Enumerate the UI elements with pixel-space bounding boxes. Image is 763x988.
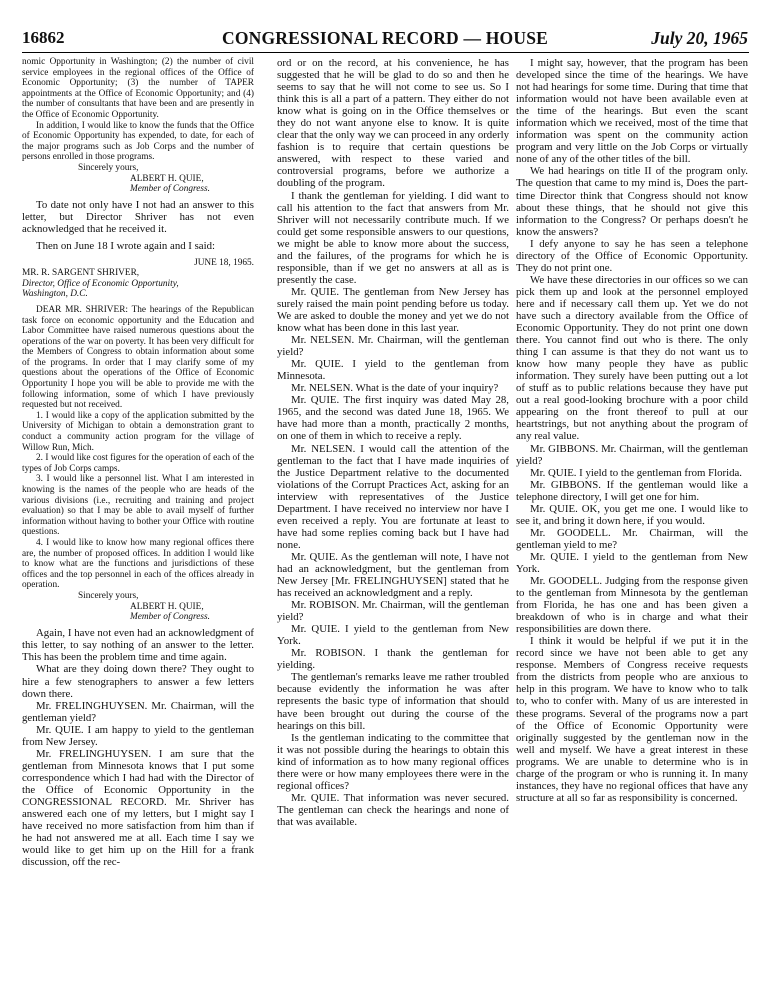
letter-2 <box>22 258 254 623</box>
paragraph: Then on June 18 I wrote again and I said: <box>36 240 215 253</box>
signature-name: ALBERT H. QUIE, <box>130 173 204 184</box>
paragraph: Mr. QUIE. The first inquiry was dated May 28, 1965, and the second was dated June 18, 1965. We have had more than a month, practically 2 months, on one of them in which to receive a reply. <box>277 394 509 443</box>
letter-address: MR. R. SARGENT SHRIVER, <box>22 268 140 279</box>
paragraph: Mr. QUIE. As the gentleman will note, I have not had an acknowledgment, but the gentleman from New Jersey [Mr. FRELINGHUYSEN] stated that he has received an acknowledgment and a reply. <box>277 550 509 600</box>
paragraph: We had hearings on title II of the program only. The question that came to my mind is, Does the part-time Director think that Congress should not know about these things, that he should not give this information to the Congress? Or perhaps doesn't he know the answers? <box>516 165 748 238</box>
paragraph: Mr. NELSEN. What is the date of your inquiry? <box>291 382 499 395</box>
paragraph: I defy anyone to say he has seen a telephone directory of the Office of Economic Opportunity. They do not print one. <box>516 237 748 274</box>
paragraph: ord or on the record, at his convenience, he has suggested that he will be glad to do so and then he seems to say that he will not come to see us. So I think this is all a part of a pattern. They either do not know what is going on in the Office themselves or they do not want anyone else to know. It is quite clear that the only way we can proceed in any orderly fashion is to require that certain questions be answered, with respect to these varied and controversial programs, before we authorize a doubling of the program. <box>277 57 509 190</box>
signature-title: Member of Congress. <box>130 183 210 194</box>
letter-closing: Sincerely yours, <box>78 162 139 173</box>
paragraph: Mr. ROBISON. Mr. Chairman, will the gentleman yield? <box>277 599 509 624</box>
paragraph: I think it would be helpful if we put it in the record since we have not been able to get any response. Members of Congress receive requests from the districts from people who are anxious to help in this program. We have to know who to talk to, who to confer with. Many of us are interested in these programs. Several of the programs now a part of the Office of Economic Opportunity were originally suggested by the gentleman now in the well and myself. We have a great interest in these programs. We are unable to determine who is in charge of the program or who is running it. In many instances, they have no regional offices that have any structure at all so far as responsibility is concerned. <box>516 635 748 804</box>
letter-paragraph: DEAR MR. SHRIVER: The hearings of the Republican task force on economic opportunity and the Education and Labor Committee have raised numerous questions about the operations of the war on poverty. It has been very difficult for the Members of Congress to obtain information about some of the programs. In order that I may clarify some of my questions about the operations of the Office of Economic Opportunity I hope you will be able to provide me with the following information, some of which I have previously requested but not received. <box>22 304 254 411</box>
paragraph: Mr. GOODELL. Mr. Chairman, will the gentleman yield to me? <box>516 526 748 551</box>
letter-1-excerpt <box>22 57 254 194</box>
letter-paragraph: In addition, I would like to know the funds that the Office of Economic Opportunity has expended, to date, for each of the major programs such as Job Corps and the number of persons enrolled in those programs. <box>22 120 254 163</box>
paragraph: To date not only have I not had an answer to this letter, but Director Shriver has not even acknowledged that he received it. <box>22 199 254 236</box>
letter-closing: Sincerely yours, <box>78 590 139 601</box>
letter-paragraph: 2. I would like cost figures for the operation of each of the types of Job Corps camps. <box>22 453 254 474</box>
paragraph: Mr. QUIE. The gentleman from New Jersey has surely raised the main point pending before us today. We are asked to double the money and yet we do not know what has been done in this last year. <box>277 285 509 335</box>
paragraph: Mr. QUIE. I yield to the gentleman from New York. <box>277 623 509 648</box>
paragraph: Mr. FRELINGHUYSEN. Mr. Chairman, will the gentleman yield? <box>22 699 254 724</box>
letter-paragraph: 4. I would like to know how many regional offices there are, the number of proposed offices. In addition I would like to know what are the functions and jurisdictions of these offices and the top personnel in each of the offices already in operation. <box>22 537 254 591</box>
publication-date: July 20, 1965 <box>651 28 748 48</box>
paragraph: Mr. FRELINGHUYSEN. I am sure that the gentleman from Minnesota knows that I put some correspondence which I had had with the Director of the Office of Economic Opportunity in the CONGRESSIONAL RECORD. Mr. Shriver has answered each one of my letters, but I might say I have received no more satisfaction from him than if he had not answered me at all. Each time I say we would like to get him up on the Hill for a frank discussion, off the rec- <box>22 747 254 869</box>
paragraph: What are they doing down there? They ought to hire a few stenographers to answer a few letters down there. <box>22 663 254 700</box>
letter-paragraph: 3. I would like a personnel list. What I am interested in knowing is the names of the people who are heads of the various divisions (i.e., recruiting and training and project evaluation) so that I may be able to avail myself of further information without having to bother your Office with routine questions. <box>22 474 254 538</box>
paragraph: We have these directories in our offices so we can pick them up and look at the personnel employed here and if necessary call them up. Yet we do not have such a directory available from the Office of Economic Opportunity. They do not print one down there. You cannot find out who is there. The only thing I can assume is that they do not want us to know how many people they have as public information. They surely have been putting out a lot of stuff as to public relations because they have put out a real good-looking brochure with a poor child appearing on the front thereof to pull at our heartstrings, but not anything about the program of any real value. <box>516 273 748 443</box>
paragraph: Mr. GIBBONS. Mr. Chairman, will the gentleman yield? <box>516 442 748 467</box>
signature-name: ALBERT H. QUIE, <box>130 601 204 612</box>
letter-address: Director, Office of Economic Opportunity, <box>22 278 179 289</box>
paragraph: Mr. QUIE. I am happy to yield to the gentleman from New Jersey. <box>22 723 254 748</box>
paragraph: Mr. QUIE. I yield to the gentleman from New York. <box>516 550 748 575</box>
paragraph: Mr. QUIE. That information was never secured. The gentleman can check the hearings and none of that was available. <box>277 791 509 828</box>
paragraph: Mr. NELSEN. I would call the attention of the gentleman to the fact that I have made inquiries of the Justice Department relative to the documented violations of the Corrupt Practices Act, asking for an interview with representatives of the Justice Department. I have received no interview nor have I even received a reply. You are fortunate at least to have had some replies coming back but I have had none. <box>277 442 509 551</box>
column-2 <box>277 57 509 828</box>
paragraph: Mr. GIBBONS. If the gentleman would like a telephone directory, I will get one for him. <box>516 478 748 503</box>
paragraph: Is the gentleman indicating to the committee that it was not possible during the hearings to obtain this kind of information as to how many regional offices there were or how many employees there were in the regional offices? <box>277 731 509 792</box>
paragraph: Mr. QUIE. I yield to the gentleman from Florida. <box>530 466 742 479</box>
letter-paragraph: 1. I would like a copy of the application submitted by the University of Michigan to obtain a demonstration grant to conduct a community action program for the village of Willow Run, Mich. <box>22 410 254 453</box>
paragraph: I thank the gentleman for yielding. I did want to call his attention to the fact that answers from Mr. Shriver will not necessarily contribute much. If we could get some responsible answers to our questions, we might be able to know more about the success, and the failures, of the programs for which he is responsible, than if we get no answers at all as is presently the case. <box>277 189 509 286</box>
page-number: 16862 <box>22 28 65 47</box>
paragraph: Again, I have not even had an acknowledgment of this letter, to say nothing of an answer to the letter. This has been the problem time and time again. <box>22 627 254 664</box>
paragraph: The gentleman's remarks leave me rather troubled because evidently the information he was after represents the basic type of information that should have been brought out during the course of the hearings on this bill. <box>277 671 509 732</box>
signature-title: Member of Congress. <box>130 611 210 622</box>
paragraph: Mr. QUIE. I yield to the gentleman from Minnesota. <box>277 358 509 383</box>
page-header <box>22 28 748 54</box>
column-3 <box>516 57 748 804</box>
header-rule <box>22 52 749 53</box>
letter-paragraph: nomic Opportunity in Washington; (2) the number of civil service employees in the regional offices of the Office of Economic Opportunity; (3) the number of TAPER appointments at the Office of Economic Opportunity; and (4) the number of consultants that have been and are presently in the Office of Economic Opportunity. <box>22 57 254 120</box>
publication-title: CONGRESSIONAL RECORD — HOUSE <box>221 28 548 48</box>
paragraph: Mr. ROBISON. I thank the gentleman for yielding. <box>277 647 509 672</box>
paragraph: Mr. NELSEN. Mr. Chairman, will the gentleman yield? <box>277 334 509 359</box>
paragraph: I might say, however, that the program has been developed since the time of the hearings. We have not had hearings for some time. During that time that information would not have been available even at the time of the hearings. But even the scant information which we received, most of the time that information was spent on the community action program and very little on the Job Corps or virtually none of any of the other titles of the bill. <box>516 57 748 166</box>
paragraph: Mr. QUIE. OK, you get me one. I would like to see it, and bring it down here, if you would. <box>516 502 748 527</box>
column-1 <box>22 57 254 868</box>
letter-date: JUNE 18, 1965. <box>194 257 254 268</box>
paragraph: Mr. GOODELL. Judging from the response given to the gentleman from Minnesota by the gentleman from Florida, he has one and has been given a breakdown of who is in charge and what their responsibilities are down there. <box>516 575 748 636</box>
letter-address: Washington, D.C. <box>22 289 88 300</box>
